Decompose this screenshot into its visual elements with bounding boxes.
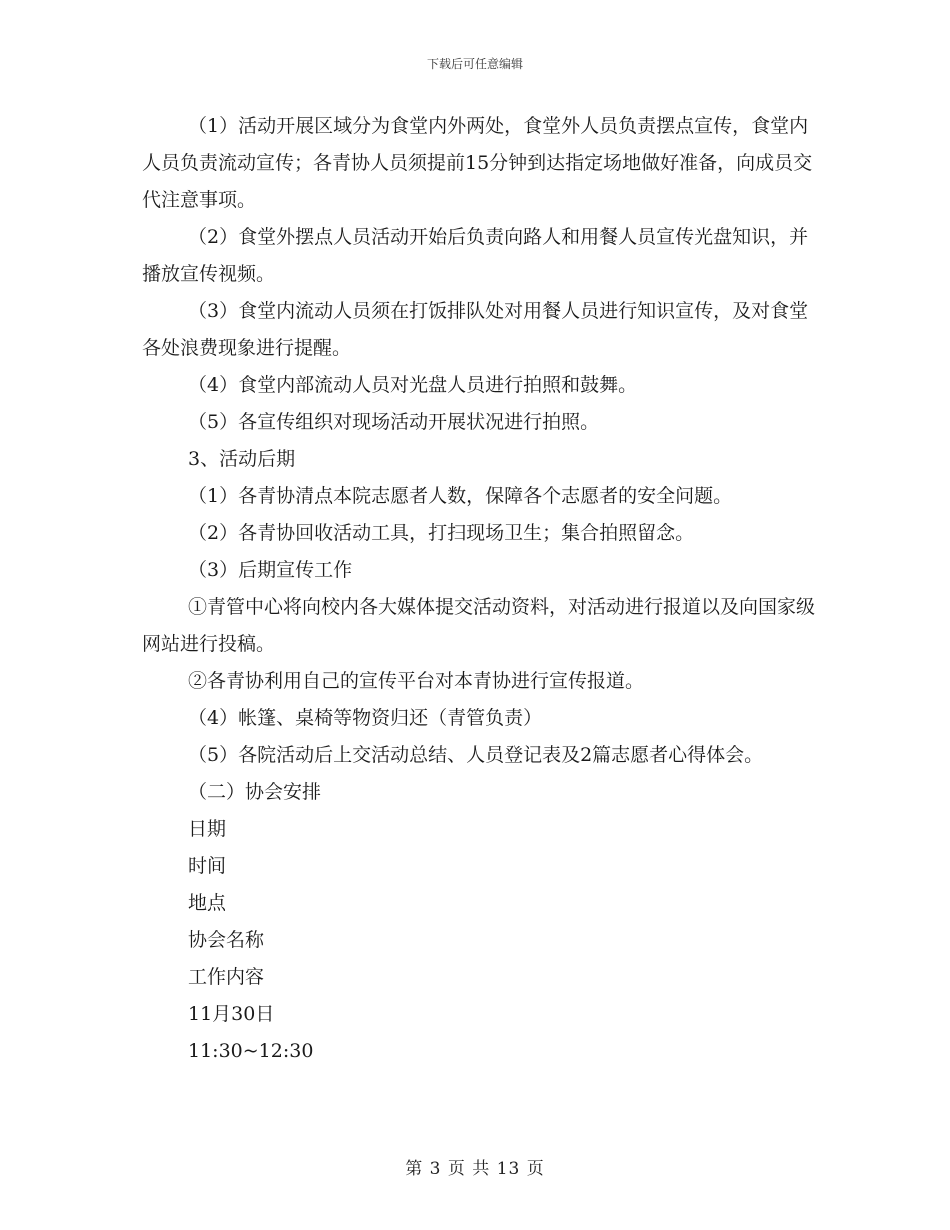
page-header: 下载后可任意编辑 bbox=[426, 57, 523, 71]
paragraph: （5）各宣传组织对现场活动开展状况进行拍照。 bbox=[188, 411, 600, 433]
paragraph: ②各青协利用自己的宣传平台对本青协进行宣传报道。 bbox=[188, 670, 645, 692]
table-cell-text: 地点 bbox=[188, 892, 227, 914]
paragraph: （5）各院活动后上交活动总结、人员登记表及2篇志愿者心得体会。 bbox=[188, 744, 764, 766]
table-cell-text: 日期 bbox=[188, 818, 227, 840]
paragraph: （1）活动开展区域分为食堂内外两处，食堂外人员负责摆点宣传，食堂内人员负责流动宣传；各青协人员须提前15分钟到达指定场地做好准备，向成员交代注意事项。 bbox=[142, 115, 813, 211]
table-cell-text: 11月30日 bbox=[188, 1003, 275, 1025]
paragraph: ①青管中心将向校内各大媒体提交活动资料，对活动进行报道以及向国家级网站进行投稿。 bbox=[142, 596, 816, 655]
section-heading: 3、活动后期 bbox=[188, 448, 296, 470]
paragraph: （4）食堂内部流动人员对光盘人员进行拍照和鼓舞。 bbox=[188, 374, 638, 396]
document-body bbox=[142, 108, 817, 1070]
paragraph: （3）食堂内流动人员须在打饭排队处对用餐人员进行知识宣传，及对食堂各处浪费现象进行提醒。 bbox=[142, 300, 809, 359]
paragraph: （4）帐篷、桌椅等物资归还（青管负责） bbox=[188, 707, 543, 729]
table-cell-text: 工作内容 bbox=[188, 966, 265, 988]
table-cell-text: 协会名称 bbox=[188, 929, 265, 951]
paragraph: （2）各青协回收活动工具，打扫现场卫生；集合拍照留念。 bbox=[188, 522, 695, 544]
paragraph: （1）各青协清点本院志愿者人数，保障各个志愿者的安全问题。 bbox=[188, 485, 733, 507]
section-heading: （二）协会安排 bbox=[188, 781, 322, 803]
table-cell-text: 11:30~12:30 bbox=[188, 1040, 314, 1062]
paragraph: （3）后期宣传工作 bbox=[188, 559, 353, 581]
table-cell-text: 时间 bbox=[188, 855, 227, 877]
paragraph: （2）食堂外摆点人员活动开始后负责向路人和用餐人员宣传光盘知识，并播放宣传视频。 bbox=[142, 226, 809, 285]
page-footer: 第 3 页 共 13 页 bbox=[405, 1159, 545, 1179]
